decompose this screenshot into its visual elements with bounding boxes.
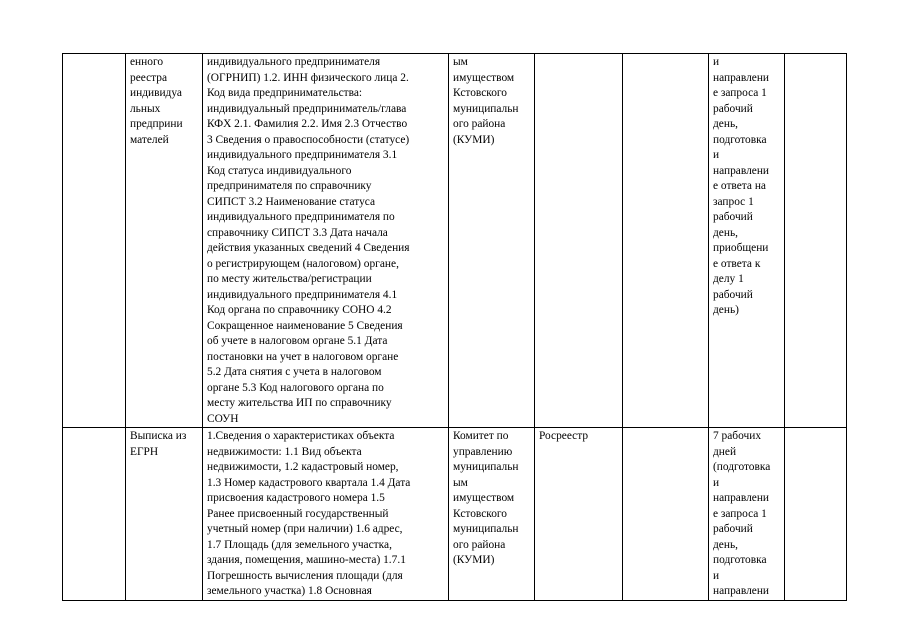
interagency-request-table — [62, 53, 847, 601]
term-cell: и направлени е запроса 1 рабочий день, подготовка и направлени е ответа на запрос 1 рабочий день, приобщени е ответа к делу 1 рабочий день) — [709, 54, 785, 428]
request-recipient-cell — [535, 54, 623, 428]
table-row — [63, 54, 847, 428]
row-number-cell — [63, 54, 126, 428]
empty-cell — [785, 54, 847, 428]
request-sender-cell: Комитет по управлению муниципальн ым имуществом Кстовского муниципальн ого района (КУМИ) — [449, 428, 535, 601]
document-composition-cell: 1.Сведения о характеристиках объекта недвижимости: 1.1 Вид объекта недвижимости, 1.2 кадастровый номер, 1.3 Номер кадастрового квартала 1.4 Дата присвоения кадастрового номера 1.5 Ранее присвоенный государственный учетный номер (при наличии) 1.6 адрес, 1.7 Площадь (для земельного участка, здания, помещения, машино-места) 1.7.1 Погрешность вычисления площади (для земельного участка) 1.8 Основная — [203, 428, 449, 601]
document-name-cell: енного реестра индивидуа льных предприни мателей — [126, 54, 203, 428]
request-sender-cell: ым имуществом Кстовского муниципальн ого района (КУМИ) — [449, 54, 535, 428]
term-cell: 7 рабочих дней (подготовка и направлени е запроса 1 рабочий день, подготовка и направлени — [709, 428, 785, 601]
request-recipient-cell: Росреестр — [535, 428, 623, 601]
empty-cell — [623, 54, 709, 428]
document-composition-cell: индивидуального предпринимателя (ОГРНИП) 1.2. ИНН физического лица 2. Код вида предпринимательства: индивидуальный предприниматель/глава КФХ 2.1. Фамилия 2.2. Имя 2.3 Отчество 3 Сведения о правоспособности (статусе) индивидуального предпринимателя 3.1 Код статуса индивидуального предпринимателя по справочнику СИПСТ 3.2 Наименование статуса индивидуального предпринимателя по справочнику СИПСТ 3.3 Дата начала действия указанных сведений 4 Сведения о регистрирующем (налоговом) органе, по месту жительства/регистрации индивидуального предпринимателя 4.1 Код органа по справочнику СОНО 4.2 Сокращенное наименование 5 Сведения об учете в налоговом органе 5.1 Дата постановки на учет в налоговом органе 5.2 Дата снятия с учета в налоговом органе 5.3 Код налогового органа по месту жительства ИП по справочнику СОУН — [203, 54, 449, 428]
row-number-cell — [63, 428, 126, 601]
table-row — [63, 428, 847, 601]
empty-cell — [785, 428, 847, 601]
document-name-cell: Выписка из ЕГРН — [126, 428, 203, 601]
empty-cell — [623, 428, 709, 601]
